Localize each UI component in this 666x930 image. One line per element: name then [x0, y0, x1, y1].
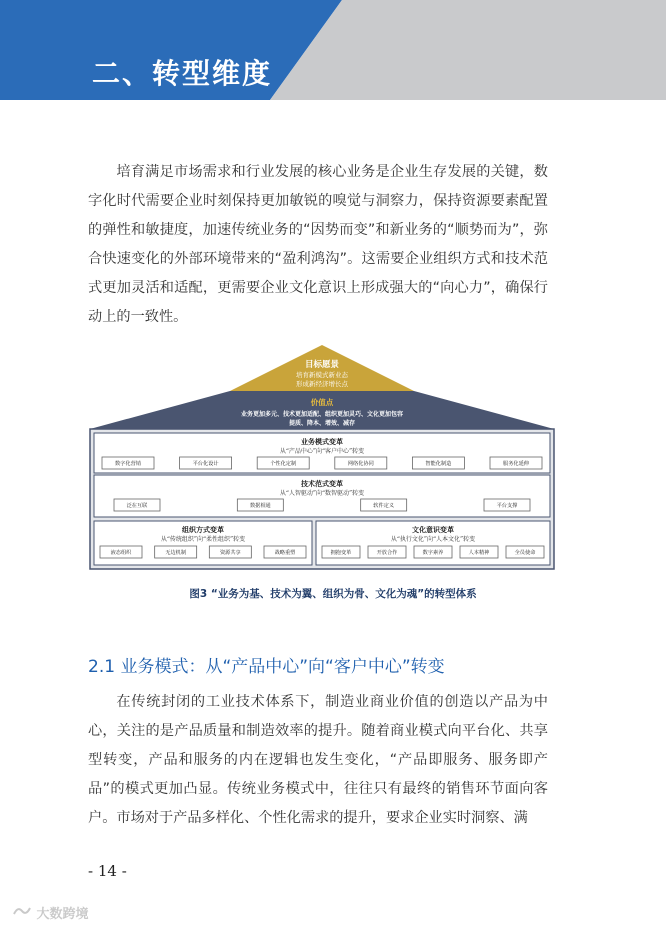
- tech-item-label: 软件定义: [373, 503, 395, 509]
- business-subtitle: 从“产品中心”向“客户中心”转变: [279, 448, 365, 455]
- tech-title: 技术范式变革: [301, 480, 343, 488]
- org-item-label: 无边机制: [165, 550, 187, 556]
- org-item-label: 战略重塑: [274, 550, 296, 556]
- tech-item-label: 数据相通: [249, 503, 271, 509]
- watermark-logo-icon: [12, 904, 32, 922]
- culture-item-label: 人本精神: [468, 550, 490, 556]
- business-item-label: 网络化协同: [347, 461, 374, 467]
- watermark: [12, 903, 89, 922]
- org-item-label: 液态组织: [110, 550, 132, 556]
- value-line1: 业务更加多元、技术更加适配、组织更加灵巧、文化更加包容: [240, 411, 404, 418]
- org-title: 组织方式变革: [182, 526, 224, 534]
- goal-line1: 培育新模式新业态: [296, 371, 348, 379]
- intro-paragraph-text: 培育满足市场需求和行业发展的核心业务是企业生存发展的关键，数字化时代需要企业时刻保持更加敏锐的嗅觉与洞察力，保持资源要素配置的弹性和敏捷度，加速传统业务的“因势而变”和新业务的“顺势而为”，弥合快速变化的外部环境带来的“盈利鸿沟”。这需要企业组织方式和技术范式更加灵活和适配，更需要企业文化意识上形成强大的“向心力”，确保行动上的一致性。: [88, 164, 548, 325]
- page-number: - 14 -: [88, 862, 127, 880]
- section-title: 二、转型维度: [92, 57, 273, 90]
- figure-caption: 图3 “业务为基、技术为翼、组织为骨、文化为魂”的转型体系: [189, 588, 477, 600]
- business-item-label: 服务化延伸: [503, 461, 529, 467]
- body-paragraph: [88, 688, 548, 833]
- culture-items: [322, 546, 544, 558]
- culture-item-label: 全员使命: [514, 550, 536, 556]
- tech-item-label: 平台支撑: [496, 503, 518, 509]
- body-paragraph-text: 在传统封闭的工业技术体系下，制造业商业价值的创造以产品为中心，关注的是产品质量和制造效率的提升。随着商业模式向平台化、共享型转变，产品和服务的内在逻辑也发生变化，“产品即服务、服务即产品”的模式更加凸显。传统业务模式中，往往只有最终的销售环节面向客户。市场对于产品多样化、个性化需求的提升，要求企业实时洞察、满: [88, 694, 548, 826]
- business-item-label: 智能化制造: [425, 461, 452, 467]
- culture-subtitle: 从“执行文化”向“人本文化”转变: [390, 536, 476, 543]
- org-subtitle: 从“传统组织”向“柔性组织”转变: [160, 536, 246, 543]
- goal-line2: 形成新经济增长点: [296, 380, 348, 388]
- value-title: 价值点: [310, 398, 334, 407]
- business-item-label: 平台化设计: [192, 461, 219, 467]
- org-item-label: 资源共享: [219, 550, 241, 556]
- tech-subtitle: 从“人智驱动”向“数智驱动”转变: [279, 490, 365, 497]
- watermark-text: 大数跨境: [36, 907, 89, 922]
- business-item-label: 个性化定制: [270, 461, 297, 467]
- culture-title: 文化意识变革: [412, 526, 454, 534]
- business-title: 业务模式变革: [301, 438, 343, 446]
- value-line2: 提质、降本、增效、减存: [288, 420, 356, 427]
- header-band: [0, 0, 666, 100]
- transformation-diagram: [88, 345, 556, 572]
- business-item-label: 数字化营销: [115, 461, 141, 467]
- subsection-title: 2.1 业务模式：从“产品中心”向“客户中心”转变: [88, 657, 445, 677]
- culture-item-label: 数字素养: [422, 550, 444, 556]
- culture-item-label: 拥抱变革: [330, 550, 352, 556]
- intro-paragraph: [88, 158, 548, 332]
- goal-title: 目标愿景: [304, 360, 340, 370]
- culture-item-label: 开放合作: [376, 550, 398, 556]
- tech-item-label: 泛在互联: [126, 503, 148, 509]
